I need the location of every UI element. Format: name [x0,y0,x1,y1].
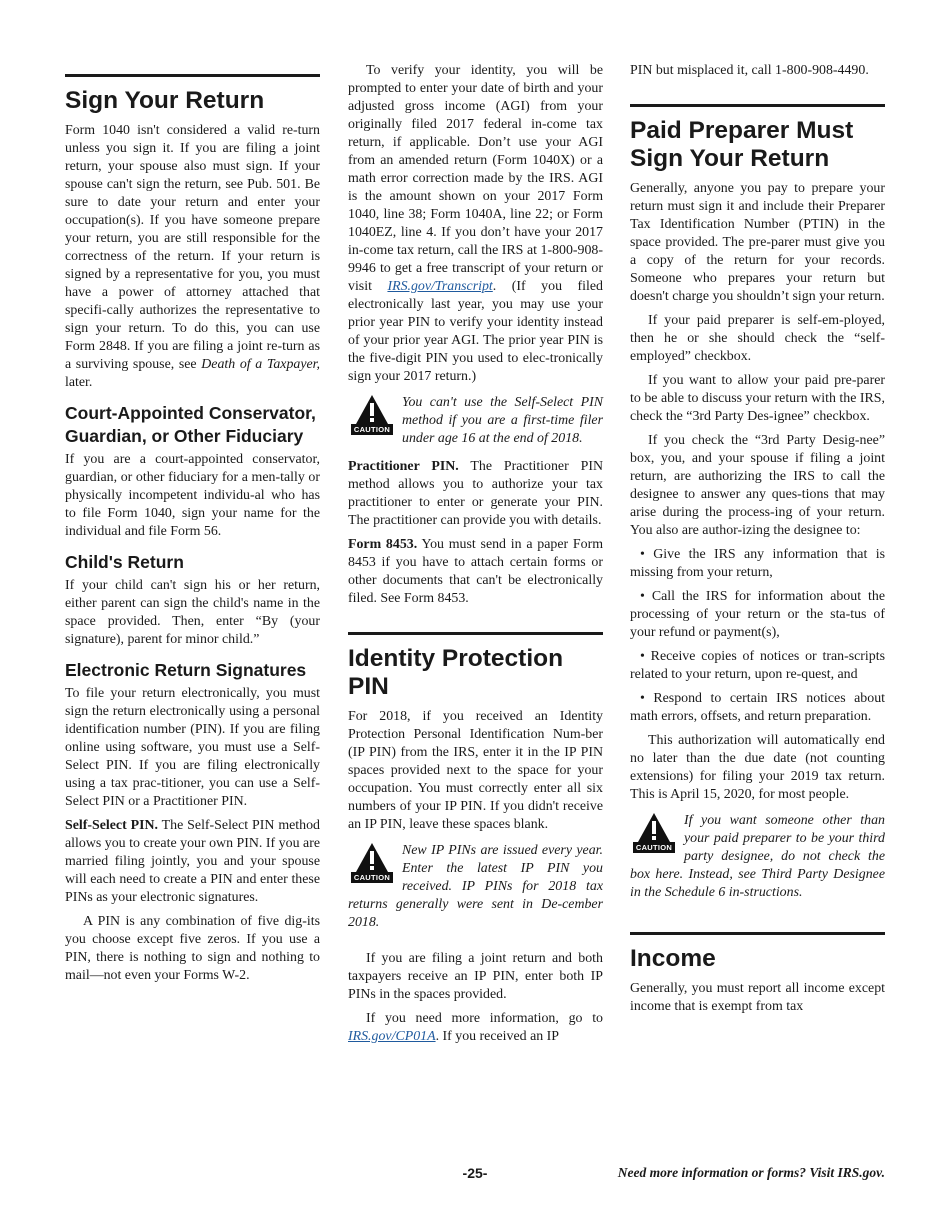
paid-preparer-paragraph-1: Generally, anyone you pay to prepare your return must sign it and include their Preparer Tax Identification Number (PTIN) in the space provided. The pre-parer must give you a copy of the return for your records. Someone who prepares your return but doesn't charge you shouldn’t sign your return. [630,181,885,304]
more-info-paragraph [348,1010,603,1046]
verify-identity-paragraph [348,62,603,386]
self-select-pin-paragraph [65,817,320,907]
caution-note-self-select [348,394,603,448]
sign-your-return-heading: Sign Your Return [65,87,265,114]
visit-irs-footer: Need more information or forms? Visit IRS.gov. [617,1165,885,1180]
caution-icon [348,394,396,436]
income-paragraph: Generally, you must report all income except income that is exempt from tax [630,981,885,1014]
form-8453-label: Form 8453. [348,537,418,552]
caution-note-ip-pins [348,842,603,932]
identity-protection-paragraph: For 2018, if you received an Identity Protection Personal Identification Num-ber (IP PIN) from the IRS, enter it in the IP PIN spaces provided next to the space for your occupation. You must correctly enter all six numbers of your IP PIN. If you didn't receive an IP PIN, leave these spaces blank. [348,709,603,832]
caution-text-third-party: If you want someone other than your paid preparer to be your third party designee, do not check the box here. Instead, see Third Party Designee in the Schedule 6 in-structions. [630,813,885,900]
paid-preparer-paragraph-3: If you want to allow your paid pre-parer to be able to discuss your return with the IRS, check the “3rd Party Des-ignee” checkbox. [630,373,885,424]
column-2 [348,62,603,1052]
caution-icon [348,842,396,884]
section-rule [630,932,885,935]
column-3 [630,62,885,1022]
form-8453-paragraph [348,536,603,608]
self-select-pin-text: The Self-Select PIN method allows you to create your own PIN. If you are married filing jointly, you and your spouse will each need to create a PIN and enter these PINs as your electronic signatures. [65,818,320,905]
column-1 [65,62,320,991]
page-number: -25- [462,1165,488,1181]
authorization-end-paragraph: This authorization will automatically end no later than the due date (not counting extensions) for filing your 2019 tax return. This is April 15, 2020, for most people. [630,733,885,802]
self-select-pin-label: Self-Select PIN. [65,818,159,833]
childs-return-heading: Child's Return [65,552,184,572]
section-rule [65,74,320,77]
electronic-signatures-paragraph: To file your return electronically, you must sign the return electronically using a personal identification number (PIN). If you are filing online using software, you must use a Self-Select PIN. If you are filing electronically using a tax prac-titioner, you can use a Self-Select PIN or a Practitioner PIN. [65,686,320,809]
caution-text-self-select: You can't use the Self-Select PIN method if you are a first-time filer under age 16 at the end of 2018. [402,395,603,446]
verify-text-a: To verify your identity, you will be prompted to enter your date of birth and your adjusted gross income (AGI) from your originally filed 2017 federal in-come tax return, if applicable. Don’t use your AGI from an amended return (Form 1040X) or a math error correction made by the IRS. AGI is the amount shown on your 2017 Form 1040, line 38; Form 1040A, line 22; or Form 1040EZ, line 4. If you don’t have your 2017 in-come tax return, call the IRS at 1-800-908-9946 to get a free transcript of your return or visit [348,63,603,294]
paid-preparer-paragraph-2: If your paid preparer is self-em-ployed, then he or she should check the “self-employed” checkbox. [630,313,885,364]
joint-ip-pin-paragraph: If you are filing a joint return and both taxpayers receive an IP PIN, enter both IP PINs in the spaces provided. [348,951,603,1002]
court-appointed-paragraph: If you are a court-appointed conservator, guardian, or other fiduciary for a men-tally or physically incompetent individu-al who has to file Form 1040, sign your name for the individual and file Form 56. [65,452,320,539]
caution-label: CAUTION [633,842,675,853]
caution-label: CAUTION [351,424,393,435]
caution-note-third-party [630,812,885,902]
irs-cp01a-link[interactable]: IRS.gov/CP01A [348,1029,436,1044]
identity-protection-heading: Identity Protection PIN [348,645,564,700]
designee-bullet-2: • Call the IRS for information about the processing of your return or the sta-tus of your refund or payment(s), [630,589,885,640]
caution-text-ip-pins: New IP PINs are issued every year. Enter the latest IP PIN you received. IP PINs for 2018 tax returns generally were sent in De-cember 2018. [348,843,603,930]
paid-preparer-paragraph-4: If you check the “3rd Party Desig-nee” box, you, and your spouse if filing a joint return, are authorizing the IRS to call the designee to answer any ques-tions that may arise during the process-ing of your return. You also are author-izing the designee to: [630,433,885,538]
practitioner-pin-label: Practitioner PIN. [348,459,459,474]
paid-preparer-heading: Paid Preparer Must Sign Your Return [630,117,854,172]
irs-transcript-link[interactable]: IRS.gov/Transcript [387,279,493,294]
more-info-text-b: . If you received an IP [435,1029,559,1044]
practitioner-pin-text: The Practitioner PIN method allows you to authorize your tax practitioner to enter or generate your PIN. The practitioner can provide you with details. [348,459,603,528]
sign-text-a: Form 1040 isn't considered a valid re-turn unless you sign it. If you are filing a joint return, your spouse also must sign. If your spouse can't sign the return, see Pub. 501. Be sure to date your return and enter your occupation(s). If you have someone prepare your return, you are still responsible for the correctness of the return. If your return is signed by a representative for you, you must have a power of attorney attached that specifi-cally authorizes the representative to sign your return. To do this, you can use Form 2848. If you are filing a joint re-turn as a surviving spouse, see [65,123,320,372]
sign-text-b: later. [65,375,93,390]
caution-icon [630,812,678,854]
section-rule [348,632,603,635]
section-rule [630,104,885,107]
designee-bullet-1: • Give the IRS any information that is missing from your return, [630,547,885,580]
caution-label: CAUTION [351,872,393,883]
form-8453-text: You must send in a paper Form 8453 if you have to attach certain forms or other documents that can't be electronically filed. See Form 8453. [348,537,603,606]
sign-your-return-paragraph [65,122,320,392]
misplaced-pin-paragraph: PIN but misplaced it, call 1-800-908-4490. [630,63,869,78]
designee-bullet-3: • Receive copies of notices or tran-scripts related to your return, upon re-quest, and [630,649,885,682]
court-appointed-heading: Court-Appointed Conservator, Guardian, or Other Fiduciary [65,403,316,446]
pin-combination-paragraph: A PIN is any combination of five dig-its you choose except five zeros. If you use a PIN, there is nothing to sign and nothing to mail—not even your Forms W-2. [65,914,320,983]
childs-return-paragraph: If your child can't sign his or her return, either parent can sign the child's name in the space provided. Then, enter “By (your signature), parent for minor child.” [65,578,320,647]
verify-text-b: . (If you filed electronically last year, you may use your prior year PIN to verify your identity instead of your prior year AGI. The prior year PIN is the five-digit PIN you used to elec-tronically sign your 2017 return.) [348,279,603,384]
practitioner-pin-paragraph [348,458,603,530]
more-info-text-a: If you need more information, go to [366,1011,603,1026]
death-of-taxpayer-ref: Death of a Taxpayer, [201,357,320,372]
income-heading: Income [630,945,716,972]
electronic-signatures-heading: Electronic Return Signatures [65,660,307,680]
designee-bullet-4: • Respond to certain IRS notices about math errors, offsets, and return preparation. [630,691,885,724]
